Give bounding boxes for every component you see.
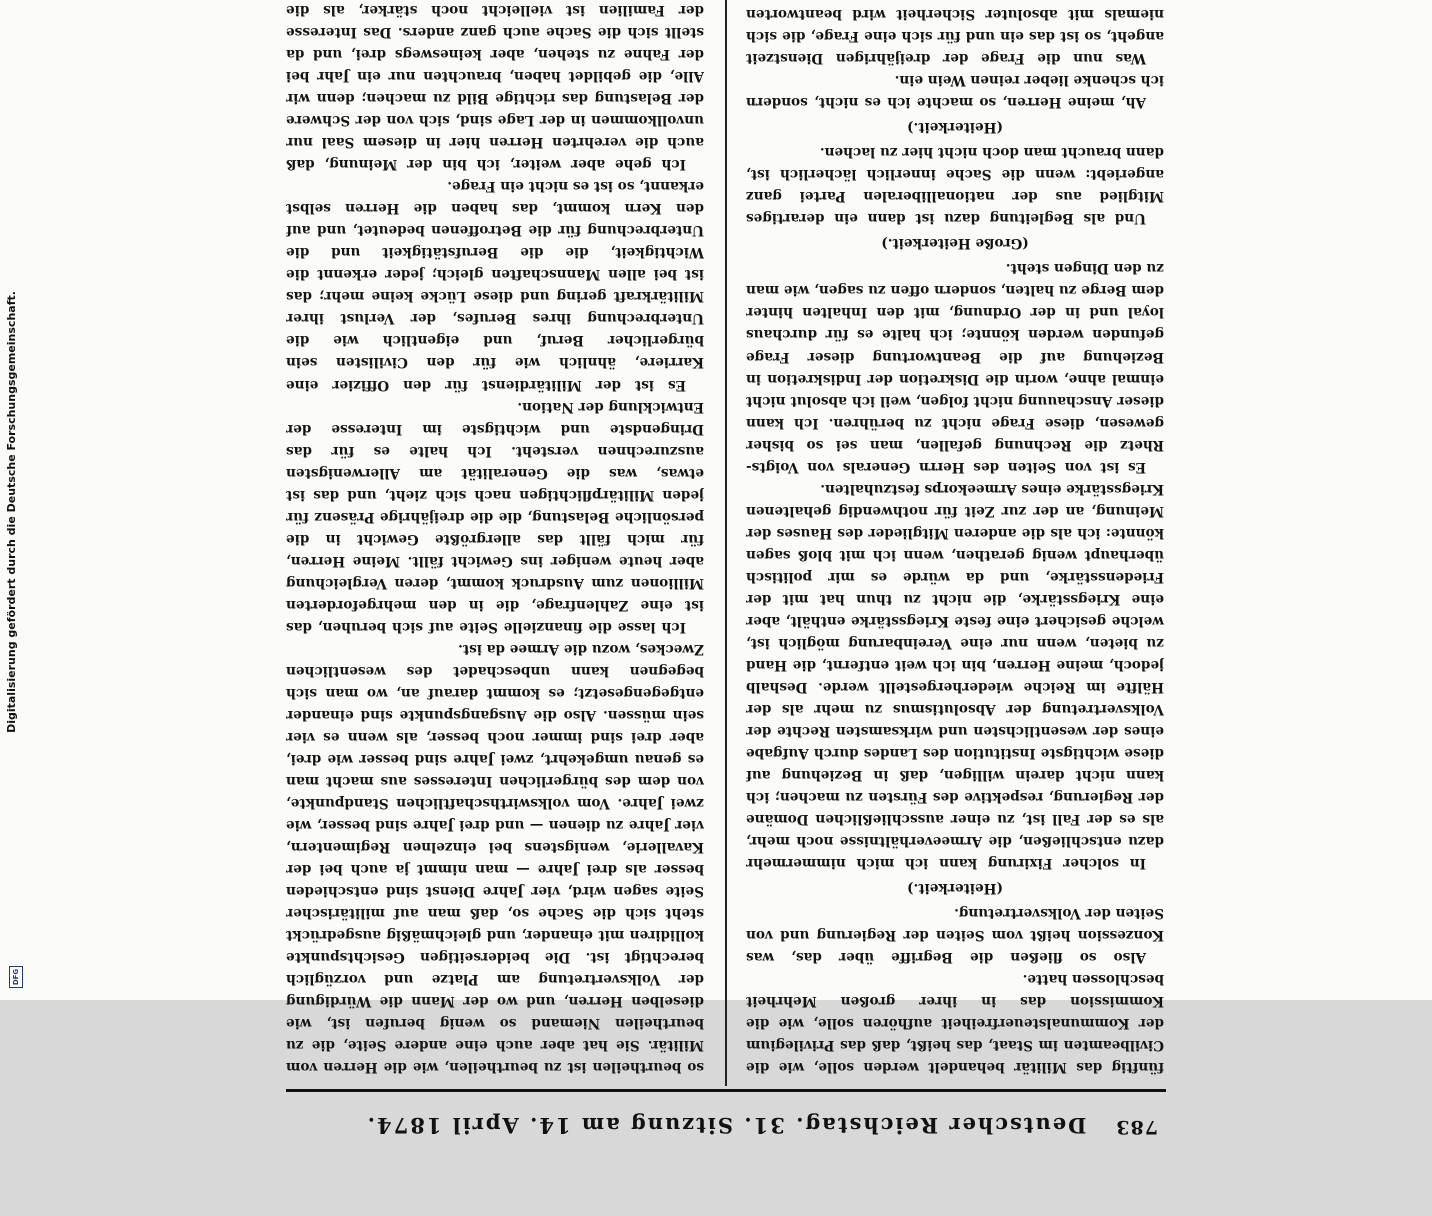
paragraph: Es ist von Seiten des Herrn Generals von Voigts-Rhetz die Rechnung gefallen, man sei so bisher gewesen, diese Frage nicht zu berühren. Ich kann dieser Anschauung nicht folgen, weil ich absolut nicht einmal ahne, worin die Diskretion der Indiskretion in Beziehung auf die Beantwortung dieser Frage gefunden werden könnte; ich halte es für durchaus loyal und in der Ordnung, mit den Inhalten hinter dem Berge zu halten, sondern offen zu sagen, wie man zu den Dingen steht.: [746, 260, 1164, 475]
paragraph: Was nun die Frage der dreijährigen Dienstzeit angeht, so ist das ein und für sich eine Frage, die sich niemals mit absoluter Sicherheit wird beantworten: [746, 6, 1164, 67]
header-rule: [286, 1089, 1166, 1092]
paragraph: Ich gehe aber weiter, ich bin der Meinung, daß auch die verehrten Herren hier in diesem Saal nur unvollkommen in der Lage sind, sich von der Schwere der Belastung das richtige Bild zu machen; denn wir Alle, die gebildet haben, brauchten nur ein Jahr bei der Fahne zu stehen, aber keineswegs drei, und da stellt sich die Sache auch ganz anders. Das Interesse der Familien ist vielleicht noch stärker, als die: [286, 2, 704, 173]
paragraph: Und als Begleitung dazu ist dann ein derartiges Mitglied aus der nationalliberalen Partei ganz angeriebt: wenn die Sache innerlich lächerlich ist, dann braucht man doch nicht hier zu lachen.: [746, 144, 1164, 227]
stage-direction: (Heiterkeit.): [907, 119, 1003, 136]
digitization-credit-strip: [0, 0, 30, 1000]
paragraph: so beurtheilen ist zu beurtheilen, wie die Herren vom Militär. Sie hat aber auch eine andere Seite, die zu beurtheilen Niemand so wenig berufen ist, wie dieselben Herren, und wo der Mann die Würdigung der Volksvertretung am Platze und vorzüglich berechtigt ist. Die beiderseitigen Gesichtspunkte kollidiren mit einander, und gleichmäßig ausgedrückt steht sich die Sache so, daß man auf militärischer Seite sagen wird, vier Jahre Dienst sind entschieden besser als drei Jahre — man nimmt ja auch bei der Kavallerie, wenigstens bei einzelnen Regimentern, vier Jahre zu dienen — und drei Jahre sind besser, wie zwei Jahre. Vom volkswirthschaftlichen Standpunkte, von dem des bürgerlichen Interesses aus macht man es genau umgekehrt, zwei Jahre sind besser wie drei, aber drei sind immer noch besser, als wenn es vier sein müssen. Also die Ausgangspunkte sind einander entgegengesetzt; es kommt darauf an, wo man sich begegnen kann unbeschadet des wesentlichen Zweckes, wozu die Armee da ist.: [286, 640, 704, 1075]
page-rotation-wrapper: [216, 0, 1216, 1216]
stage-direction: (Heiterkeit.): [907, 879, 1003, 896]
paragraph: In solcher Fixirung kann ich mich nimmermehr dazu entschließen, die Armeeverhältnisse noch mehr, als es der Fall ist, zu einer ausschließlichen Domäne der Regierung, respektive des Fürsten zu machen; ich kann nicht darein willigen, daß in Beziehung auf diese wichtigste Institution des Landes durch Aufgabe eines der wesentlichsten und wirksamsten Rechte der Volksvertretung der Absolutismus zu mehr als der Hälfte im Reiche wiederhergestellt werde. Deshalb jedoch, meine Herren, bin ich weit entfernt, die Hand zu bieten, wenn nur eine Vereinbarung möglich ist, welche gesichert eine feste Kriegsstärke enthält, aber eine Kriegsstärke, die nicht zu thun hat mit der Friedensstärke, und da würde es mir politisch überhaupt wenig gerathen, wenn ich mit bloß sagen könnte: ich als die anderen Mitglieder des Hauses der Meinung, an der zur Zeit für nothwendig gehaltenen Kriegsstärke eines Armeekorps festzuhalten.: [746, 480, 1164, 871]
running-head: [286, 1094, 1166, 1138]
paragraph: Also so fließen die Begriffe über das, was Konzession heißt vom Seiten der Regierung und von Seiten der Volksvertretung.: [746, 904, 1164, 965]
left-text-column: [746, 0, 1164, 1078]
paragraph: Ich lasse die finanzielle Seite auf sich beruhen, das ist eine Zahlenfrage, die in den mehrgeforderten Millionen zum Ausdruck kommt, deren Vergleichung aber heute weniger ins Gewicht fällt. Meine Herren, für mich fällt das allergrößte Gewicht in die persönliche Belastung, die die dreijährige Präsenz für jeden Militärpflichtigen nach sich zieht, und das ist etwas, was die Generalität am Allerwenigsten auszurechnen versteht. Ich halte es für das Dringendste und wichtigste im Interesse der Entwicklung der Nation.: [286, 398, 704, 635]
dfg-logo-icon: DFG: [9, 966, 23, 988]
column-divider: [725, 0, 727, 1086]
newspaper-page: [216, 0, 1216, 1216]
page-number: 783: [1115, 1116, 1158, 1138]
paragraph: Ah, meine Herren, so machte ich es nicht, sondern ich schenke lieber reinen Wein ein.: [746, 72, 1164, 111]
paragraph: fünftig das Militär behandelt werden solle, wie die Civilbeamten im Staat, das heißt, daß das Privilegium der Kommunalsteuerfreiheit aufhören solle, wie die Kommission das in ihrer großen Mehrheit beschlossen hatte.: [746, 970, 1164, 1075]
digitization-credit: Digitalisierung gefördert durch die Deutsche Forschungsgemeinschaft.: [5, 291, 18, 733]
running-title: Deutscher Reichstag. 31. Sitzung am 14. April 1874.: [365, 1113, 1087, 1138]
stage-direction: (Große Heiterkeit.): [881, 235, 1029, 252]
right-text-column: [286, 0, 704, 1078]
paragraph: Es ist der Militärdienst für den Offizier eine Karriere, ähnlich wie für den Civilisten sein bürgerlicher Beruf, und eigentlich wie die Unterbrechung ihres Berufes, der Verlust ihrer Militärkraft gering und diese Lücke keine mehr; das ist bei allen Mannschaften gleich; jeder erkennt die Wichtigkeit, die die Berufstätigkeit und die Unterbrechung für die Betroffenen bedeutet, und auf den Kern kommt, das haben die Herren selbst erkannt, so ist es nicht ein Frage.: [286, 178, 704, 393]
